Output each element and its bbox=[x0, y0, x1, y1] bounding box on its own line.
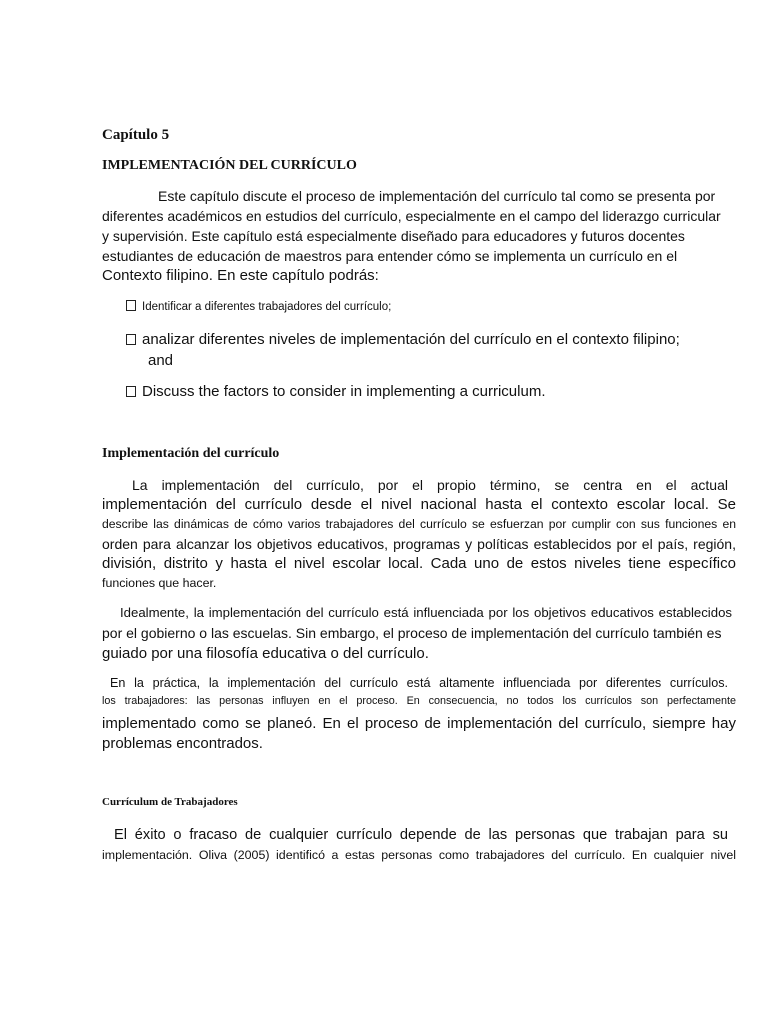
bullet-box-icon bbox=[126, 300, 136, 311]
objective-item: analizar diferentes niveles de implementación del currículo en el contexto filipino; bbox=[126, 331, 680, 348]
intro-line: estudiantes de educación de maestros para entender cómo se implementa un currículo en el bbox=[102, 248, 678, 264]
intro-line: y supervisión. Este capítulo está especialmente diseñado para educadores y futuros docentes bbox=[102, 228, 685, 244]
objective-item: Discuss the factors to consider in implementing a curriculum. bbox=[126, 383, 546, 400]
paragraph-line: los trabajadores: las personas influyen en el proceso. En consecuencia, no todos los currículos son perfectamente bbox=[102, 695, 736, 707]
paragraph-line: La implementación del currículo, por el propio término, se centra en el actual bbox=[132, 477, 728, 493]
paragraph-line: problemas encontrados. bbox=[102, 735, 263, 752]
chapter-label: Capítulo 5 bbox=[102, 127, 170, 143]
paragraph-line: división, distrito y hasta el nivel escolar local. Cada uno de estos niveles tiene específico bbox=[102, 555, 736, 572]
paragraph-line: implementado como se planeó. En el proceso de implementación del currículo, siempre hay bbox=[102, 715, 736, 732]
paragraph-line: El éxito o fracaso de cualquier currículo depende de las personas que trabajan para su bbox=[114, 827, 728, 843]
intro-line: diferentes académicos en estudios del currículo, especialmente en el campo del liderazgo curricular bbox=[102, 208, 721, 224]
paragraph-line: por el gobierno o las escuelas. Sin embargo, el proceso de implementación del currículo también es bbox=[102, 625, 722, 641]
chapter-title: IMPLEMENTACIÓN DEL CURRÍCULO bbox=[102, 158, 357, 173]
paragraph-line: implementación. Oliva (2005) identificó a estas personas como trabajadores del currículo. En cualquier nivel bbox=[102, 848, 736, 862]
paragraph-line: describe las dinámicas de cómo varios trabajadores del currículo se esfuerzan por cumplir con sus funciones en bbox=[102, 517, 736, 531]
bullet-box-icon bbox=[126, 386, 136, 397]
intro-line: Este capítulo discute el proceso de implementación del currículo tal como se presenta por bbox=[158, 188, 716, 204]
section-heading: Currículum de Trabajadores bbox=[102, 796, 238, 808]
intro-line: Contexto filipino. En este capítulo podrás: bbox=[102, 267, 379, 284]
bullet-box-icon bbox=[126, 334, 136, 345]
paragraph-line: En la práctica, la implementación del currículo está altamente influenciada por diferentes currículos. bbox=[110, 676, 728, 690]
paragraph-line: Idealmente, la implementación del currículo está influenciada por los objetivos educativos establecidos bbox=[120, 605, 732, 620]
section-heading: Implementación del currículo bbox=[102, 446, 280, 461]
paragraph-line: implementación del currículo desde el nivel nacional hasta el contexto escolar local. Se bbox=[102, 496, 736, 513]
paragraph-line: guiado por una filosofía educativa o del currículo. bbox=[102, 645, 429, 662]
paragraph-line: funciones que hacer. bbox=[102, 576, 217, 590]
objective-item-continuation: and bbox=[148, 352, 174, 369]
paragraph-line: orden para alcanzar los objetivos educativos, programas y políticas establecidos por el país, región, bbox=[102, 536, 736, 552]
objective-item: Identificar a diferentes trabajadores del currículo; bbox=[126, 300, 391, 314]
